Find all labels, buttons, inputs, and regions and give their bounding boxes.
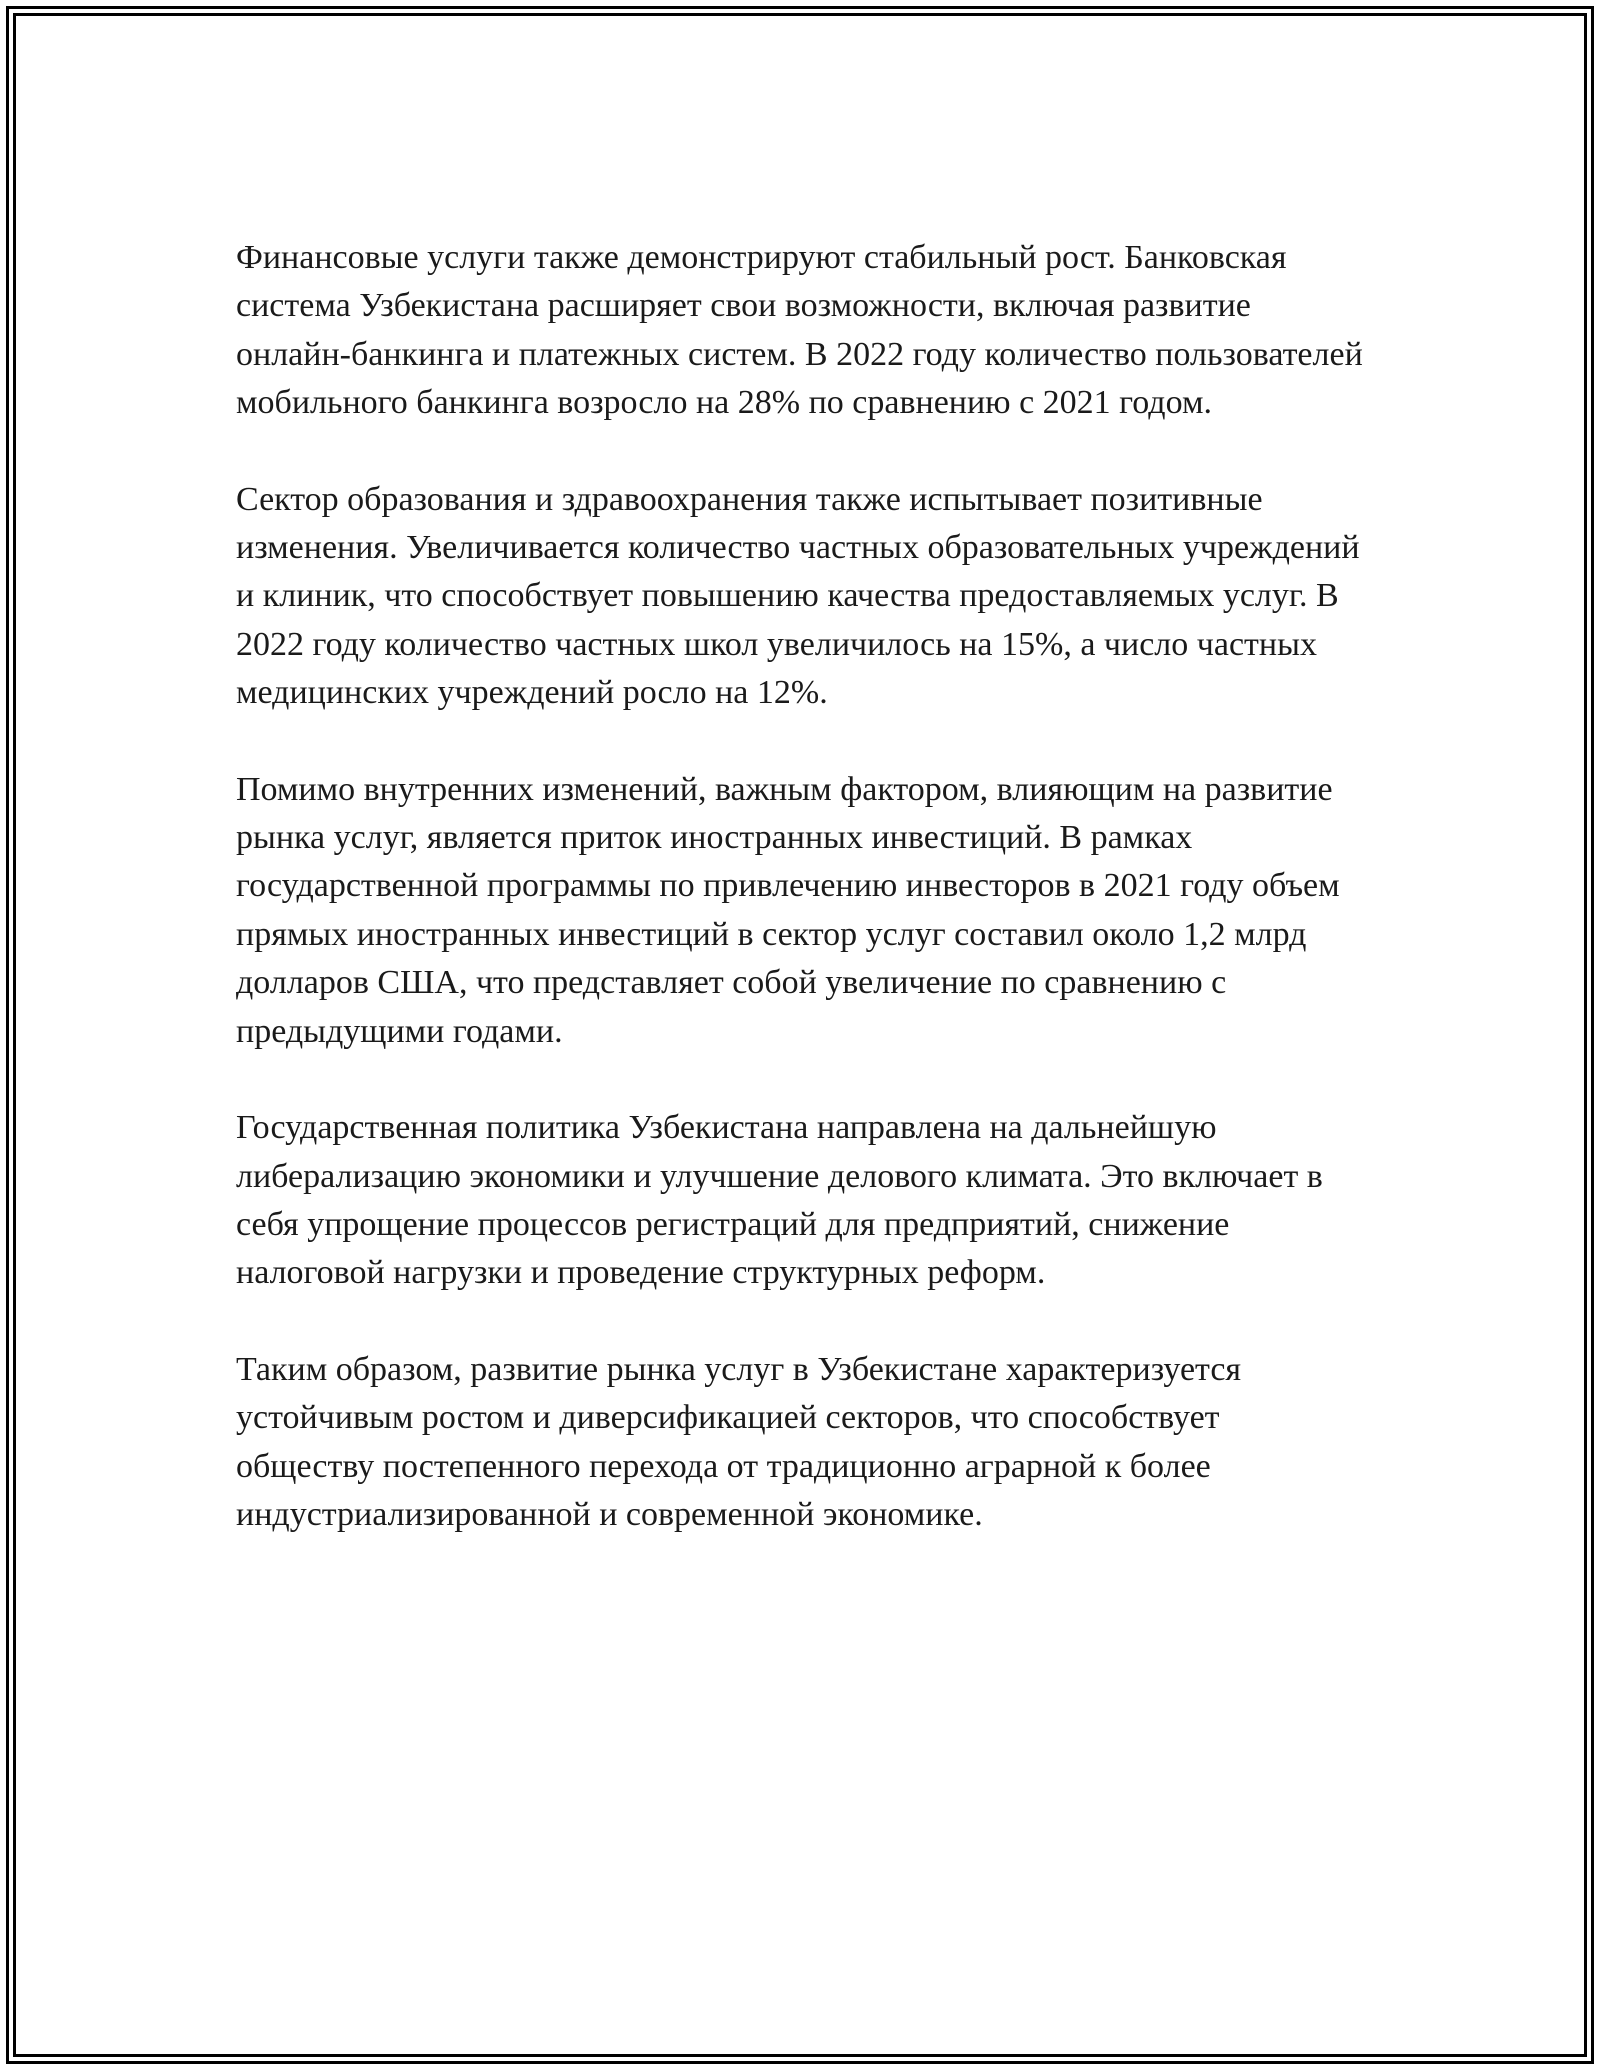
paragraph-financial-services: Финансовые услуги также демонстрируют стабильный рост. Банковская система Узбекистана расширяет свои возможности, включая развитие онлайн-банкинга и платежных систем. В 2022 году количество пользователей мобильного банкинга возросло на 28% по сравнению с 2021 годом. (236, 239, 1363, 422)
paragraph-education-healthcare: Сектор образования и здравоохранения также испытывает позитивные изменения. Увеличивается количество частных образовательных учреждений и клиник, что способствует повышению качества предоставляемых услуг. В 2022 году количество частных школ увеличилось на 15%, а число частных медицинских учреждений росло на 12%. (236, 480, 1360, 712)
paragraph-conclusion: Таким образом, развитие рынка услуг в Узбекистане характеризуется устойчивым ростом и диверсификацией секторов, что способствует обществу постепенного перехода от традиционно аграрной к более индустриализированной и современной экономике. (236, 1350, 1242, 1533)
paragraph-state-policy: Государственная политика Узбекистана направлена на дальнейшую либерализацию экономики и улучшение делового климата. Это включает в себя упрощение процессов регистраций для предприятий, снижение налоговой нагрузки и проведение структурных реформ. (236, 1109, 1323, 1292)
paragraph-foreign-investment: Помимо внутренних изменений, важным фактором, влияющим на развитие рынка услуг, является приток иностранных инвестиций. В рамках государственной программы по привлечению инвесторов в 2021 году объем прямых иностранных инвестиций в сектор услуг составил около 1,2 млрд долларов США, что представляет собой увеличение по сравнению с предыдущими годами. (236, 770, 1340, 1050)
document-body (236, 234, 1366, 1587)
